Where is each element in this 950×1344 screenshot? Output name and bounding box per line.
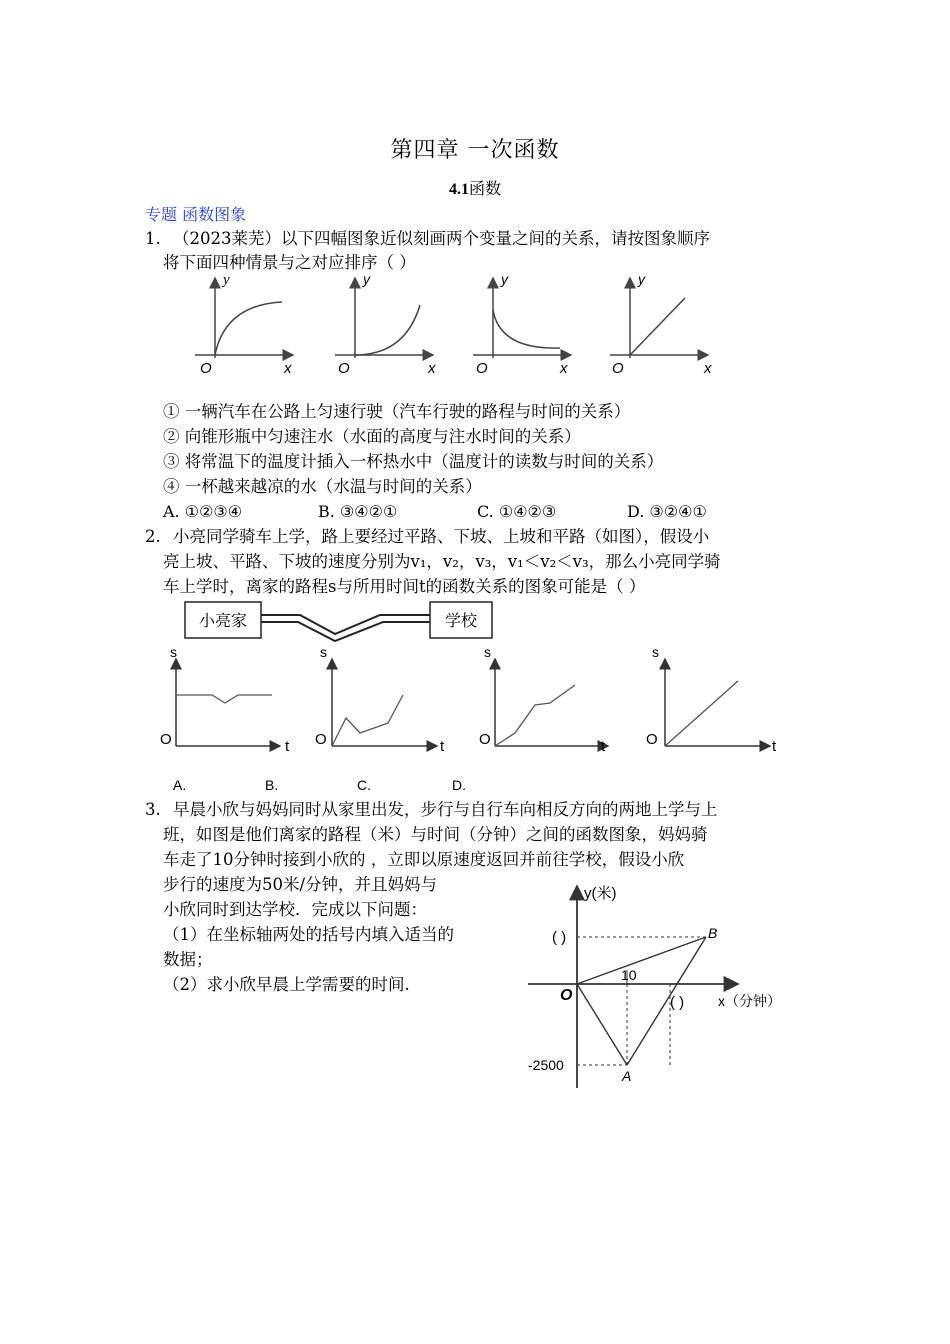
- q1-g1-x: x: [284, 360, 292, 377]
- q3-blank-y: ( ): [552, 929, 567, 946]
- q2-line1: [145, 524, 709, 549]
- q3-part2: （2）求小欣早晨上学需要的时间.: [163, 975, 410, 994]
- q2-option-d: D.: [452, 777, 466, 793]
- q3-line2: 班，如图是他们离家的路程（米）与时间（分钟）之间的函数图象，妈妈骑: [163, 825, 708, 844]
- q2-ga-t: t: [285, 738, 290, 755]
- q2-option-b: B.: [265, 777, 279, 793]
- q1-option-b: B. ③④②①: [318, 502, 398, 521]
- section-number: 4.1: [448, 181, 469, 198]
- q2-gb-t: t: [440, 738, 445, 755]
- q3-tick-neg: -2500: [528, 1057, 564, 1073]
- q1-line2: 将下面四种情景与之对应排序（ ）: [163, 253, 416, 272]
- q1-graph-2: [335, 271, 436, 377]
- q1-scenario-2: ② 向锥形瓶中匀速注水（水面的高度与注水时间的关系）: [163, 427, 581, 446]
- q1-g2-x: x: [428, 360, 436, 377]
- q3-x-label: x（分钟）: [718, 993, 781, 1009]
- q2-line3: 车上学时，离家的路程s与所用时间t的函数关系的图象可能是（ ）: [163, 577, 646, 596]
- q1-scenario-1: ① 一辆汽车在公路上匀速行驶（汽车行驶的路程与时间的关系）: [163, 402, 631, 421]
- q1-scenario-4: ④ 一杯越来越凉的水（水温与时间的关系）: [163, 477, 482, 496]
- q3-tick-10: 10: [621, 967, 637, 983]
- q1-graph-1: [195, 272, 293, 377]
- q1-g2-o: O: [338, 360, 350, 377]
- q3-line1: [145, 797, 718, 822]
- q2-gd-o: O: [646, 731, 658, 748]
- chapter-title: 第四章 一次函数: [390, 138, 560, 163]
- q2-option-a: A.: [173, 777, 187, 793]
- q2-road-diagram: [180, 598, 500, 644]
- section-title: [0, 176, 950, 199]
- school-label: 学校: [444, 613, 478, 630]
- q1-scenario-3: ③ 将常温下的温度计插入一杯热水中（温度计的读数与时间的关系）: [163, 452, 664, 471]
- q2-line2: 亮上坡、平路、下坡的速度分别为v₁，v₂，v₃，v₁＜v₂＜v₃，那么小亮同学骑: [163, 552, 721, 571]
- topic-heading: 专题 函数图象: [145, 205, 247, 224]
- q3-part1-a: （1）在坐标轴两处的括号内填入适当的: [163, 925, 454, 944]
- q3-line5: 小欣同时到达学校．完成以下问题：: [163, 900, 427, 919]
- q1-graph-4: [610, 271, 712, 377]
- q2-ga-o: O: [160, 731, 172, 748]
- q1-option-d: D. ③②④①: [627, 502, 707, 521]
- q2-graph-a: [160, 644, 290, 755]
- q1-line1: [145, 226, 710, 251]
- q2-gb-o: O: [315, 731, 327, 748]
- q2-number: 2.: [145, 527, 161, 546]
- q1-graphs: [190, 270, 730, 382]
- q2-gd-t: t: [772, 738, 777, 755]
- q1-graph-3: [473, 271, 571, 377]
- q3-number: 3.: [145, 800, 161, 819]
- q3-text-1: 早晨小欣与妈妈同时从家里出发，步行与自行车向相反方向的两地上学与上: [173, 800, 718, 819]
- q2-gc-t: t: [601, 738, 606, 755]
- q2-option-c: C.: [357, 777, 371, 793]
- q1-text-1: （2023莱芜）以下四幅图象近似刻画两个变量之间的关系，请按图象顺序: [173, 229, 710, 248]
- q3-graph: [520, 878, 820, 1093]
- q1-g3-o: O: [476, 360, 488, 377]
- q1-g1-y: y: [223, 272, 230, 288]
- q3-line3: 车走了10分钟时接到小欣的 ，立即以原速度返回并前往学校，假设小欣: [163, 850, 685, 869]
- q1-option-a: A. ①②③④: [163, 502, 243, 521]
- q3-y-label: y(米): [584, 885, 617, 902]
- q3-blank-x: ( ): [670, 994, 685, 1011]
- q3-line-xiaoxin: [577, 937, 706, 984]
- q1-number: 1.: [145, 229, 161, 248]
- q2-graphs: [150, 643, 800, 761]
- q3-line-mom-back: [627, 937, 706, 1065]
- q3-line4: 步行的速度为50米/分钟，并且妈妈与: [163, 875, 438, 894]
- q1-g4-x: x: [704, 360, 712, 377]
- q3-part1-b: 数据；: [163, 950, 213, 969]
- q1-g4-o: O: [612, 360, 624, 377]
- q2-gc-o: O: [479, 731, 491, 748]
- q2-gc-s: s: [484, 644, 491, 660]
- q3-origin: O: [560, 987, 573, 1004]
- q1-g3-y: y: [501, 271, 508, 287]
- q2-graph-b: [315, 644, 445, 755]
- q2-graph-d: [646, 644, 777, 755]
- q1-g1-o: O: [200, 360, 212, 377]
- section-name: 函数: [468, 179, 501, 198]
- q2-ga-s: s: [170, 644, 177, 660]
- q1-g3-x: x: [560, 360, 568, 377]
- home-label: 小亮家: [198, 613, 248, 630]
- q2-gd-s: s: [652, 644, 659, 660]
- q3-point-a: A: [622, 1068, 632, 1084]
- q2-gb-s: s: [320, 644, 327, 660]
- q2-text-1: 小亮同学骑车上学，路上要经过平路、下坡、上坡和平路（如图），假设小: [173, 527, 710, 546]
- q3-line-mom-out: [577, 984, 627, 1065]
- q3-point-b: B: [708, 925, 718, 941]
- q2-graph-c: [479, 644, 608, 755]
- q1-g4-y: y: [638, 271, 645, 287]
- q1-g2-y: y: [363, 271, 370, 287]
- q1-option-c: C. ①④②③: [477, 502, 557, 521]
